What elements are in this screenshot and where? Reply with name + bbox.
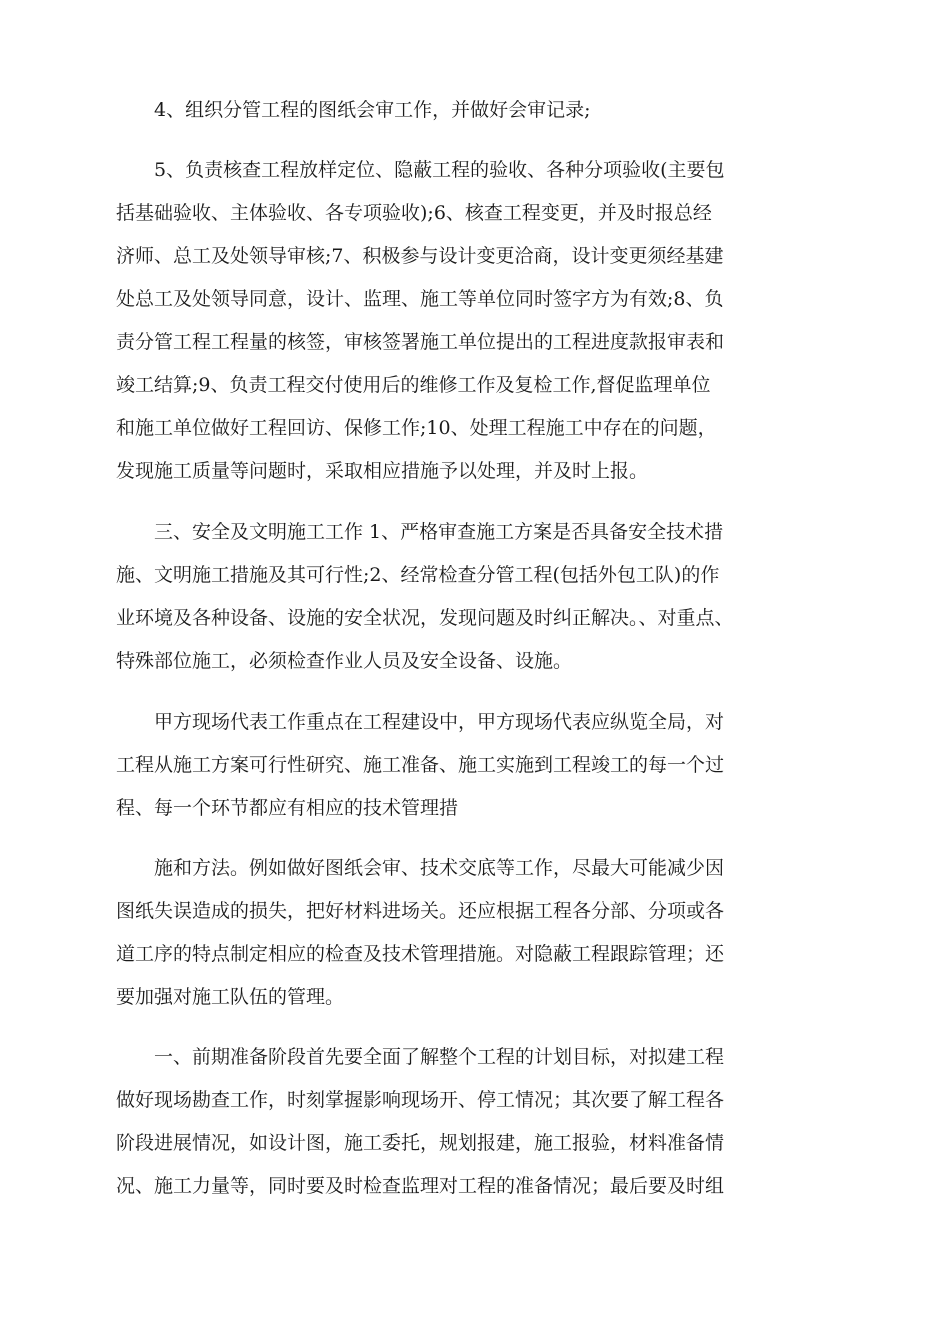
paragraph-2-line-6: 竣工结算;9、负责工程交付使用后的维修工作及复检工作,督促监理单位 xyxy=(116,374,711,396)
paragraph-5-line-1: 施和方法。例如做好图纸会审、技术交底等工作，尽最大可能减少因 xyxy=(116,857,725,879)
paragraph-2-line-8: 发现施工质量等问题时，采取相应措施予以处理，并及时上报。 xyxy=(116,460,649,482)
paragraph-5-line-4: 要加强对施工队伍的管理。 xyxy=(116,986,345,1008)
paragraph-5-line-3: 道工序的特点制定相应的检查及技术管理措施。对隐蔽工程跟踪管理；还 xyxy=(116,943,725,965)
paragraph-2-line-2: 括基础验收、主体验收、各专项验收);6、核查工程变更，并及时报总经 xyxy=(116,202,712,224)
paragraph-2-line-5: 责分管工程工程量的核签，审核签署施工单位提出的工程进度款报审表和 xyxy=(116,331,725,353)
paragraph-3-line-2: 施、文明施工措施及其可行性;2、经常检查分管工程(包括外包工队)的作 xyxy=(116,564,720,586)
paragraph-6-line-3: 阶段进展情况，如设计图，施工委托，规划报建，施工报验，材料准备情 xyxy=(116,1132,725,1154)
paragraph-3-line-1: 三、安全及文明施工工作 1、严格审查施工方案是否具备安全技术措 xyxy=(116,521,724,543)
paragraph-4-line-1: 甲方现场代表工作重点在工程建设中，甲方现场代表应纵览全局，对 xyxy=(116,711,725,733)
paragraph-1-line-1: 4、组织分管工程的图纸会审工作，并做好会审记录; xyxy=(116,99,591,121)
paragraph-2-line-3: 济师、总工及处领导审核;7、积极参与设计变更洽商，设计变更须经基建 xyxy=(116,245,724,267)
paragraph-6-line-2: 做好现场勘查工作，时刻掌握影响现场开、停工情况；其次要了解工程各 xyxy=(116,1089,725,1111)
paragraph-6-line-1: 一、前期准备阶段首先要全面了解整个工程的计划目标，对拟建工程 xyxy=(116,1046,725,1068)
paragraph-4-line-2: 工程从施工方案可行性研究、施工准备、施工实施到工程竣工的每一个过 xyxy=(116,754,725,776)
paragraph-2-line-4: 处总工及处领导同意，设计、监理、施工等单位同时签字方为有效;8、负 xyxy=(116,288,724,310)
paragraph-2-line-1: 5、负责核查工程放样定位、隐蔽工程的验收、各种分项验收(主要包 xyxy=(116,159,725,181)
paragraph-2-line-7: 和施工单位做好工程回访、保修工作;10、处理工程施工中存在的问题， xyxy=(116,417,717,439)
paragraph-5-line-2: 图纸失误造成的损失，把好材料进场关。还应根据工程各分部、分项或各 xyxy=(116,900,725,922)
paragraph-3-line-4: 特殊部位施工，必须检查作业人员及安全设备、设施。 xyxy=(116,650,573,672)
paragraph-4-line-3: 程、每一个环节都应有相应的技术管理措 xyxy=(116,797,459,819)
paragraph-3-line-3: 业环境及各种设备、设施的安全状况，发现问题及时纠正解决。、对重点、 xyxy=(116,607,734,629)
paragraph-6-line-4: 况、施工力量等，同时要及时检查监理对工程的准备情况；最后要及时组 xyxy=(116,1175,725,1197)
